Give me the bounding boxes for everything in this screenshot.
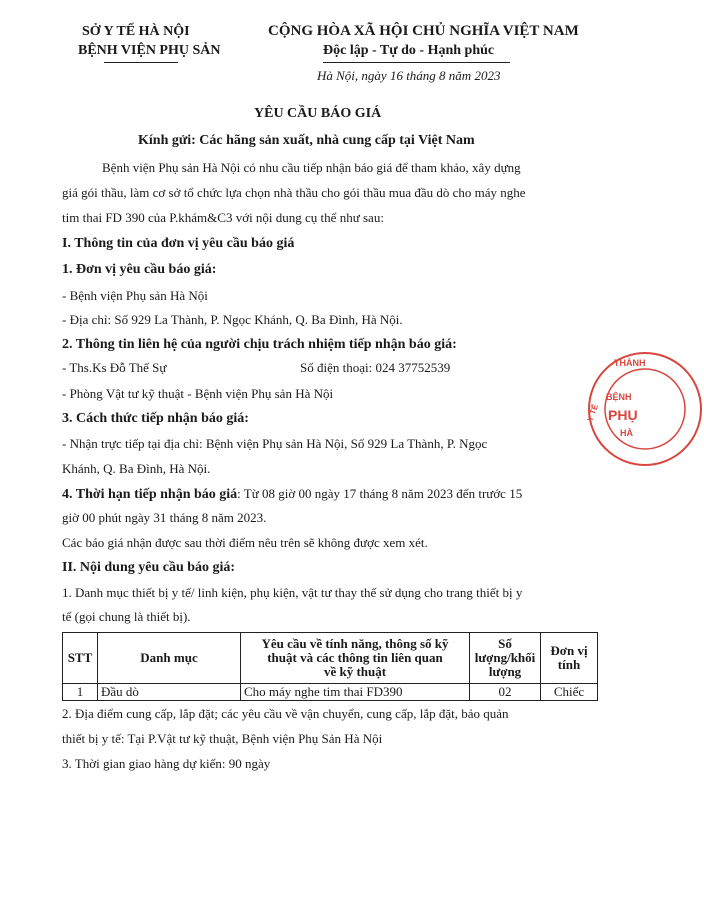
contact-department: - Phòng Vật tư kỹ thuật - Bệnh viện Phụ sản Hà Nội xyxy=(62,386,334,401)
intro-line-1: Bệnh viện Phụ sản Hà Nội có nhu cầu tiếp nhận báo giá để tham khảo, xây dựng xyxy=(102,160,521,175)
org-line-2: BỆNH VIỆN PHỤ SẢN xyxy=(78,43,221,58)
table-row xyxy=(63,684,598,701)
item-1-line-2: tế (gọi chung là thiết bị). xyxy=(62,609,191,624)
col-qty-line-3: lượng xyxy=(488,664,522,679)
recipient-line: Kính gửi: Các hãng sản xuất, nhà cung cấp tại Việt Nam xyxy=(138,133,475,148)
receive-address-2: Khánh, Q. Ba Đình, Hà Nội. xyxy=(62,461,211,476)
item-2-line-1: 2. Địa điểm cung cấp, lắp đặt; các yêu cầu về vận chuyển, cung cấp, lắp đặt, bảo quản xyxy=(62,706,509,721)
hospital-stamp xyxy=(586,350,704,468)
col-qty-line-2: lượng/khối xyxy=(474,650,536,665)
item-2-line-2: thiết bị y tế: Tại P.Vật tư kỹ thuật, Bệnh viện Phụ Sản Hà Nội xyxy=(62,731,383,746)
motto-underline xyxy=(323,62,510,63)
receive-address-1: - Nhận trực tiếp tại địa chỉ: Bệnh viện Phụ sản Hà Nội, Số 929 La Thành, P. Ngọc xyxy=(62,436,488,451)
item-1-line-1: 1. Danh mục thiết bị y tế/ linh kiện, phụ kiện, vật tư thay thế sử dụng cho trang thiết bị y xyxy=(62,585,523,600)
row-qty: 02 xyxy=(470,684,541,701)
col-name: Danh mục xyxy=(98,633,241,684)
col-spec-line-3: về kỹ thuật xyxy=(323,664,387,679)
stamp-text-side: Y TẾ xyxy=(585,403,600,423)
stamp-text-mid3: HÀ xyxy=(620,428,633,438)
request-table xyxy=(62,632,598,701)
stamp-text-mid2: PHỤ xyxy=(608,407,638,423)
contact-name: - Ths.Ks Đỗ Thế Sự xyxy=(62,360,167,375)
section-1-heading: I. Thông tin của đơn vị yêu cầu báo giá xyxy=(62,236,295,251)
org-underline xyxy=(104,62,178,63)
sub-2-heading: 2. Thông tin liên hệ của người chịu trách nhiệm tiếp nhận báo giá: xyxy=(62,337,457,352)
stamp-outer-ring xyxy=(589,353,701,465)
col-unit xyxy=(541,633,598,684)
col-qty-line-1: Số xyxy=(498,636,512,651)
col-spec-line-1: Yêu cầu về tính năng, thông số kỹ xyxy=(261,636,449,651)
hospital-name: - Bệnh viện Phụ sản Hà Nội xyxy=(62,288,208,303)
col-spec-line-2: thuật và các thông tin liên quan xyxy=(267,650,443,665)
col-stt: STT xyxy=(63,633,98,684)
deadline-note: Các báo giá nhận được sau thời điểm nêu trên sẽ không được xem xét. xyxy=(62,535,428,550)
sub-1-heading: 1. Đơn vị yêu cầu báo giá: xyxy=(62,262,217,277)
section-2-heading: II. Nội dung yêu cầu báo giá: xyxy=(62,560,236,575)
row-unit: Chiếc xyxy=(541,684,598,701)
stamp-text-mid1: BỆNH xyxy=(606,392,632,402)
row-name: Đầu dò xyxy=(98,684,241,701)
col-spec xyxy=(241,633,470,684)
intro-line-3: tim thai FD 390 của P.khám&C3 với nội dung cụ thể như sau: xyxy=(62,210,384,225)
sub-4-heading: 4. Thời hạn tiếp nhận báo giá xyxy=(62,487,238,502)
deadline-line-2: giờ 00 phút ngày 31 tháng 8 năm 2023. xyxy=(62,510,267,525)
row-stt: 1 xyxy=(63,684,98,701)
col-qty xyxy=(470,633,541,684)
sub-3-heading: 3. Cách thức tiếp nhận báo giá: xyxy=(62,411,249,426)
contact-phone: Số điện thoại: 024 37752539 xyxy=(300,360,451,375)
deadline-text: : Từ 08 giờ 00 ngày 17 tháng 8 năm 2023 đến trước 15 xyxy=(237,486,523,501)
hospital-address: - Địa chỉ: Số 929 La Thành, P. Ngọc Khánh, Q. Ba Đình, Hà Nội. xyxy=(62,312,403,327)
col-unit-line-1: Đơn vị xyxy=(550,643,588,658)
table-header-row xyxy=(63,633,598,684)
nation-line: CỘNG HÒA XÃ HỘI CHỦ NGHĨA VIỆT NAM xyxy=(268,23,579,39)
deadline-line-1 xyxy=(62,486,522,503)
place-date: Hà Nội, ngày 16 tháng 8 năm 2023 xyxy=(317,68,501,83)
row-spec: Cho máy nghe tim thai FD390 xyxy=(241,684,470,701)
org-line-1: SỞ Y TẾ HÀ NỘI xyxy=(82,24,190,39)
document-title: YÊU CẦU BÁO GIÁ xyxy=(254,106,382,121)
item-3: 3. Thời gian giao hàng dự kiến: 90 ngày xyxy=(62,756,271,771)
intro-line-2: giá gói thầu, làm cơ sở tổ chức lựa chọn nhà thầu cho gói thầu mua đầu dò cho máy nghe xyxy=(62,185,526,200)
stamp-text-top: THÀNH xyxy=(614,358,646,368)
col-unit-line-2: tính xyxy=(557,657,581,672)
nation-motto: Độc lập - Tự do - Hạnh phúc xyxy=(323,43,495,58)
